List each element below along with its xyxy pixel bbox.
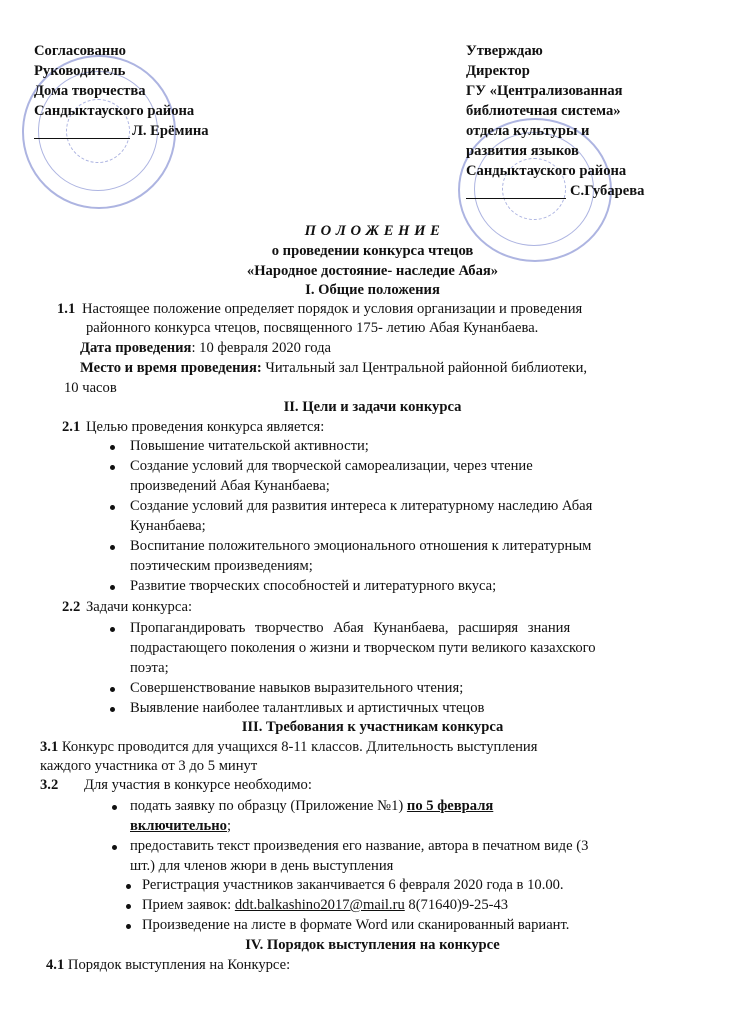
requirement-item-2-cont: шт.) для членов жюри в день выступления — [130, 858, 394, 874]
requirement-item-1 — [130, 797, 493, 815]
bullet-dot — [110, 687, 115, 692]
approval-right-line3: ГУ «Централизованная — [466, 83, 623, 99]
date-value: : 10 февраля 2020 года — [191, 340, 332, 356]
section4-title: IV. Порядок выступления на конкурсе — [245, 937, 500, 953]
requirement-item-5: Произведение на листе в формате Word или сканированный вариант. — [142, 917, 570, 933]
bullet-dot — [110, 627, 115, 632]
req4-phone: 8(71640)9-25-43 — [404, 897, 509, 913]
task-item-cont: поэта; — [130, 660, 169, 676]
approval-left-line4: Сандыктауского района — [34, 103, 195, 119]
document-title: П О Л О Ж Е Н И Е — [304, 223, 441, 239]
approval-right-line2: Директор — [466, 63, 530, 79]
approval-right-line4: библиотечная система» — [466, 103, 621, 119]
req1-deadline: по 5 февраля — [406, 798, 494, 814]
document-subtitle-2: «Народное достояние- наследие Абая» — [246, 263, 499, 279]
task-item: Пропагандировать творчество Абая Кунанбаева, расширяя знания — [130, 620, 571, 636]
p31-text: Конкурс проводится для учащихся 8-11 классов. Длительность выступления — [58, 739, 538, 755]
goal-item-cont: произведений Абая Кунанбаева; — [130, 478, 330, 494]
bullet-dot — [110, 585, 115, 590]
p41-text: Порядок выступления на Конкурсе: — [64, 957, 291, 973]
bullet-dot — [112, 805, 117, 810]
approval-left-signer: Л. Ерёмина — [132, 123, 209, 139]
bullet-dot — [110, 505, 115, 510]
bullet-dot — [110, 465, 115, 470]
bullet-dot — [126, 924, 131, 929]
p21-text: Целью проведения конкурса является: — [86, 419, 325, 435]
req1-end: ; — [226, 818, 232, 834]
goal-item-cont: Кунанбаева; — [130, 518, 206, 534]
p22-text: Задачи конкурса: — [86, 599, 193, 615]
bullet-dot — [110, 445, 115, 450]
requirement-item-2: предоставить текст произведения его название, автора в печатном виде (3 — [130, 838, 589, 854]
section3-title: III. Требования к участникам конкурса — [241, 719, 504, 735]
goal-item: Развитие творческих способностей и литературного вкуса; — [130, 578, 497, 594]
p31-line1 — [40, 738, 537, 756]
document-subtitle-1: о проведении конкурса чтецов — [271, 243, 474, 259]
signature-line-right — [466, 198, 566, 199]
p22-number: 2.2 — [62, 599, 81, 615]
p11-number: 1.1 — [57, 301, 76, 317]
approval-left-line3: Дома творчества — [34, 83, 146, 99]
place-line2: 10 часов — [64, 380, 117, 396]
approval-left-line2: Руководитель — [34, 63, 126, 79]
task-item: Выявление наиболее талантливых и артистичных чтецов — [130, 700, 485, 716]
date-line — [80, 339, 331, 357]
req1-inclusive: включительно — [130, 818, 227, 834]
p31-number: 3.1 — [40, 739, 59, 755]
requirement-item-1-cont — [130, 817, 231, 835]
signature-line-left — [34, 138, 130, 139]
p11-line2: районного конкурса чтецов, посвященного 175- летию Абая Кунанбаева. — [86, 320, 539, 336]
bullet-dot — [110, 707, 115, 712]
date-label: Дата проведения — [80, 340, 192, 356]
section1-title: I. Общие положения — [305, 282, 440, 298]
p21-number: 2.1 — [62, 419, 81, 435]
bullet-dot — [112, 845, 117, 850]
approval-right-line7: Сандыктауского района — [466, 163, 627, 179]
p31-line2: каждого участника от 3 до 5 минут — [40, 758, 258, 774]
approval-right-line5: отдела культуры и — [466, 123, 590, 139]
goal-item: Создание условий для развития интереса к литературному наследию Абая — [130, 498, 593, 514]
goal-item: Воспитание положительного эмоционального отношения к литературным — [130, 538, 592, 554]
approval-right-line1: Утверждаю — [466, 43, 543, 59]
goal-item-cont: поэтическим произведениям; — [130, 558, 313, 574]
p32-text: Для участия в конкурсе необходимо: — [84, 777, 312, 793]
place-line — [80, 359, 587, 377]
bullet-dot — [126, 904, 131, 909]
place-label: Место и время проведения: — [80, 360, 262, 376]
task-item: Совершенствование навыков выразительного чтения; — [130, 680, 464, 696]
task-item-cont: подрастающего поколения о жизни и творческом пути великого казахского — [130, 640, 596, 656]
req1-text: подать заявку по образцу (Приложение №1) — [130, 798, 407, 814]
bullet-dot — [126, 884, 131, 889]
p41-number: 4.1 — [46, 957, 65, 973]
requirement-item-4 — [142, 896, 508, 914]
p32-number: 3.2 — [40, 777, 59, 793]
req4-label: Прием заявок: — [142, 897, 235, 913]
p41-line — [46, 956, 290, 974]
section2-title: II. Цели и задачи конкурса — [283, 399, 462, 415]
approval-right-signer: С.Губарева — [570, 183, 645, 199]
email-link[interactable]: ddt.balkashino2017@mail.ru — [234, 897, 405, 913]
requirement-item-3: Регистрация участников заканчивается 6 февраля 2020 года в 10.00. — [142, 877, 564, 893]
place-value: Читальный зал Центральной районной библиотеки, — [261, 360, 588, 376]
approval-right-line6: развития языков — [466, 143, 579, 159]
goal-item: Создание условий для творческой самореализации, через чтение — [130, 458, 533, 474]
p11-line1: Настоящее положение определяет порядок и условия организации и проведения — [82, 301, 583, 317]
approval-left-line1: Согласованно — [34, 43, 126, 59]
goal-item: Повышение читательской активности; — [130, 438, 369, 454]
bullet-dot — [110, 545, 115, 550]
